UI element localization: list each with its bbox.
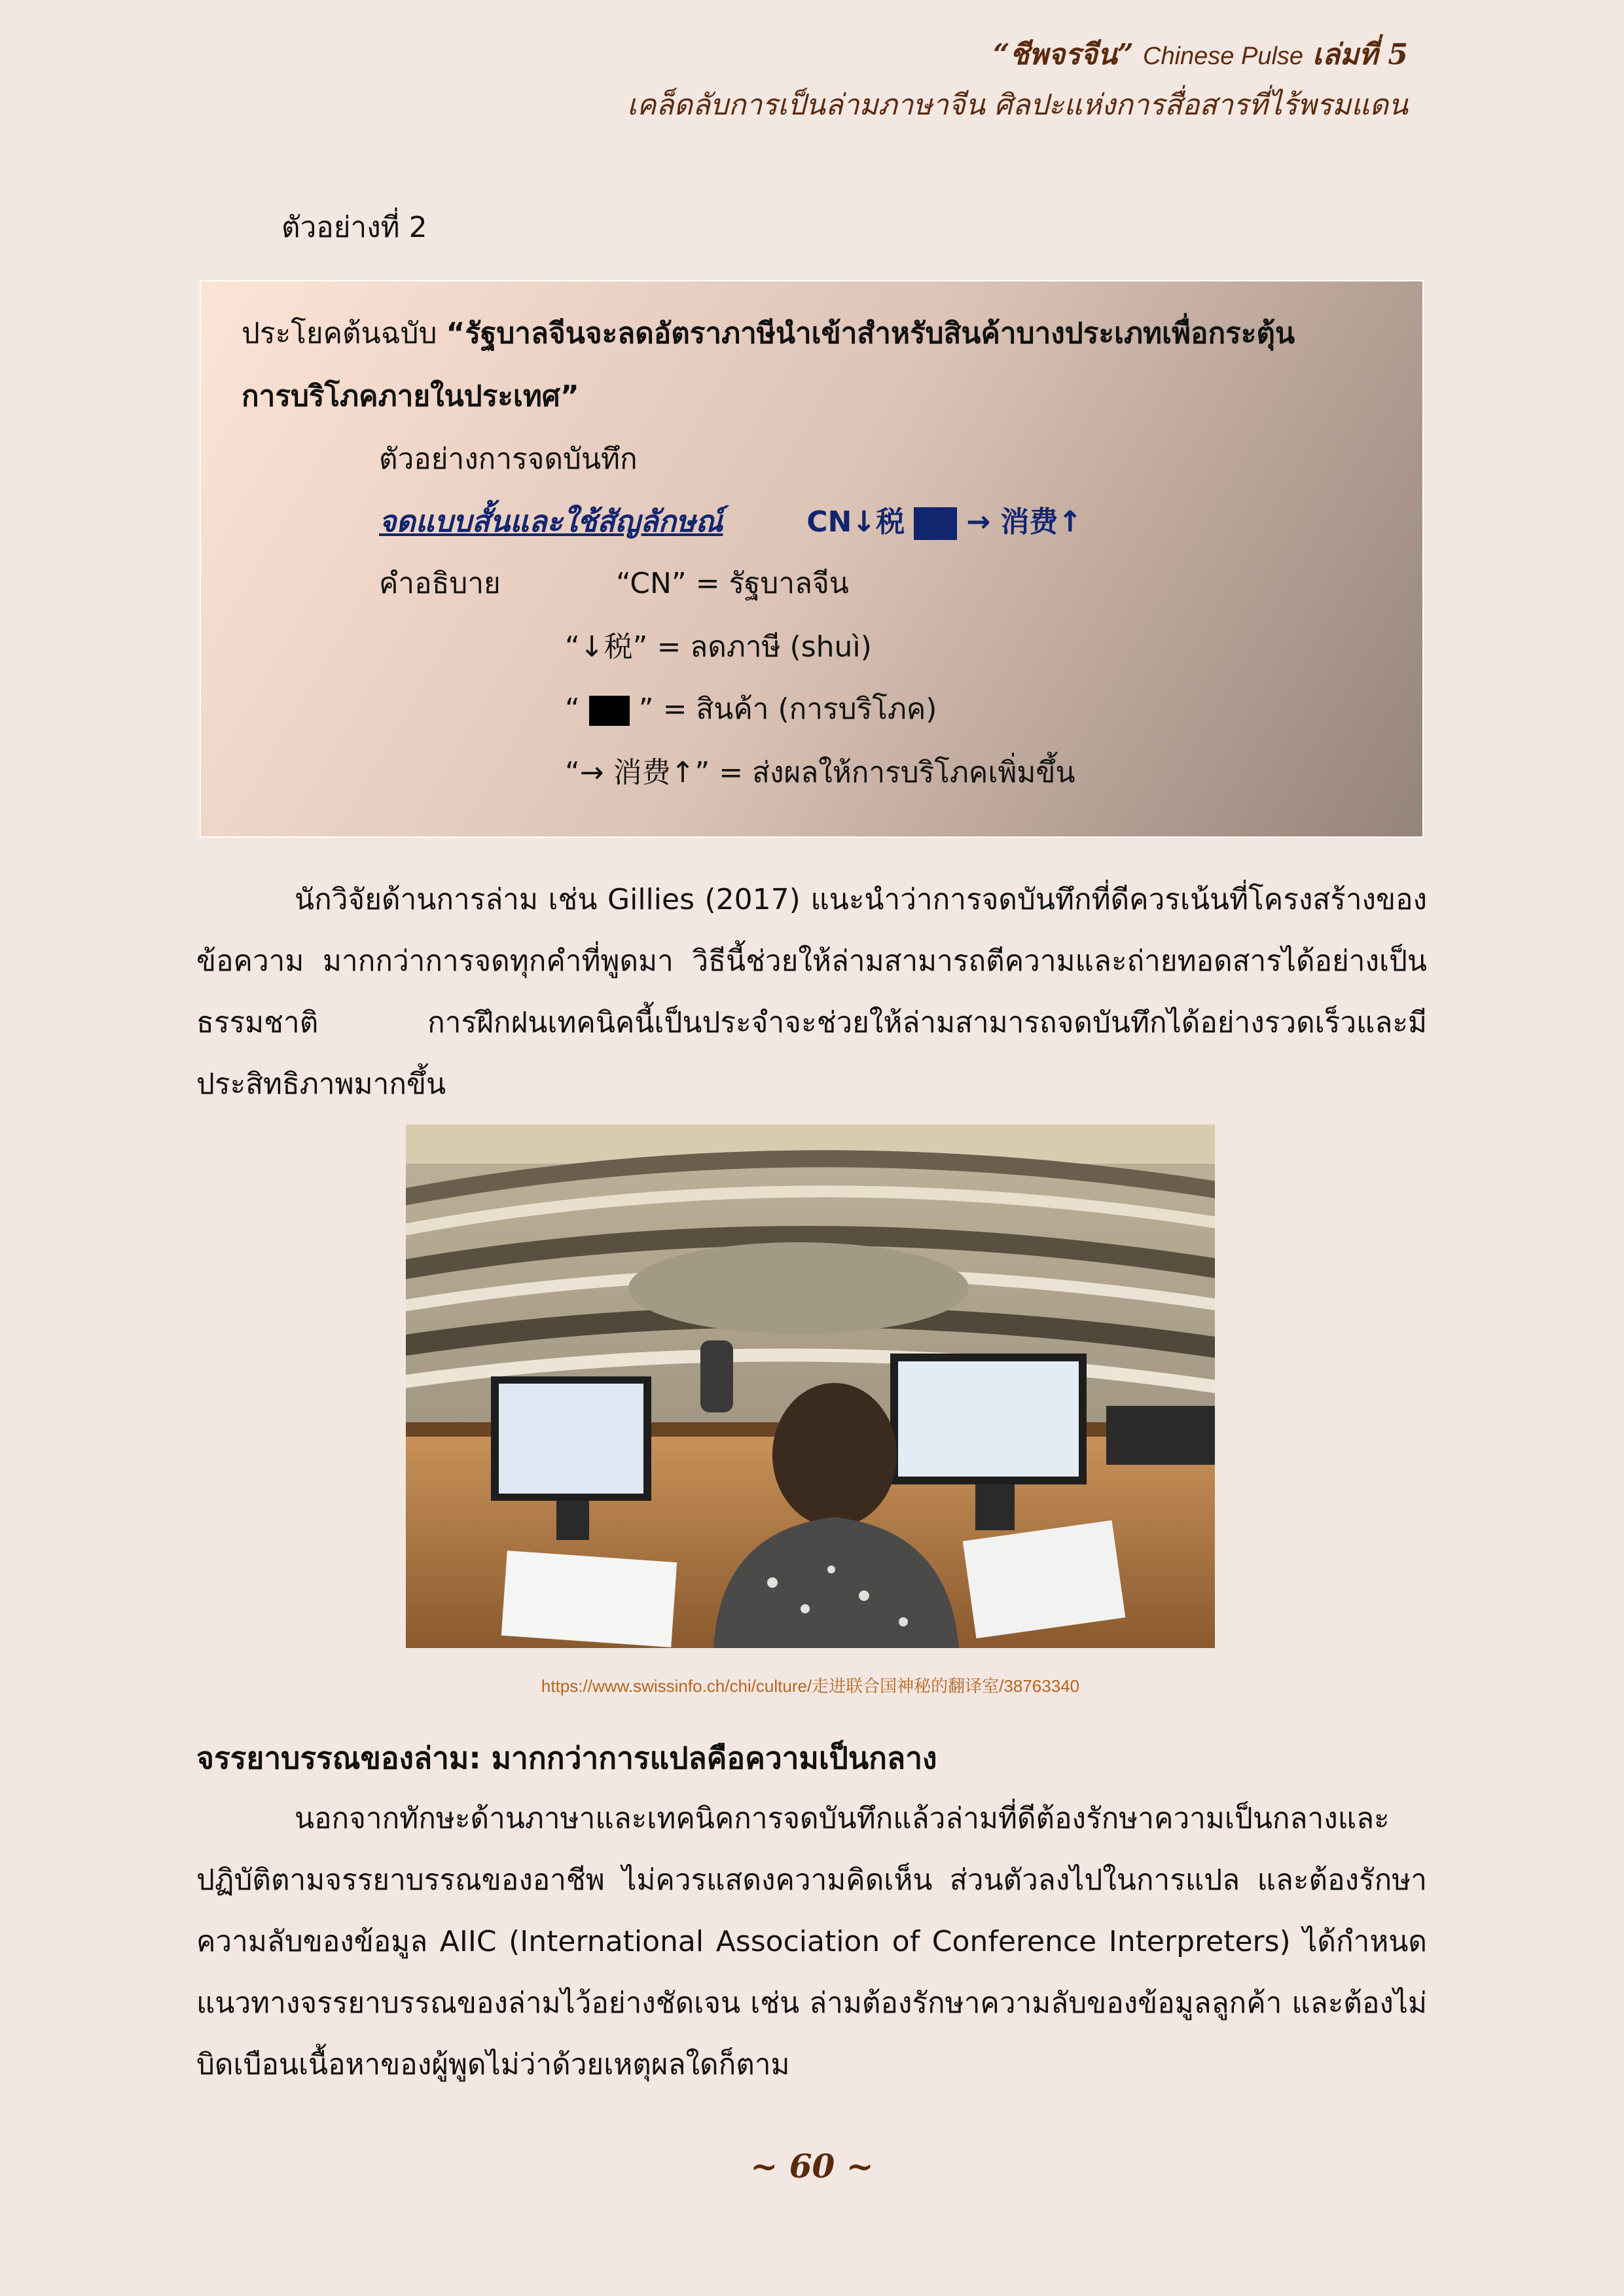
running-header-subtitle: เคล็ดลับการเป็นล่ามภาษาจีน ศิลปะแห่งการสื่อสารที่ไร้พรมแดน: [626, 88, 1408, 122]
note-example-row: [379, 497, 1082, 545]
running-header-title: [993, 31, 1408, 77]
section-heading: จรรยาบรรณของล่าม: มากกว่าการแปลคือความเป็นกลาง: [196, 1740, 937, 1776]
example-label: ตัวอย่างที่ 2: [281, 211, 427, 244]
note-example-title: ตัวอย่างการจดบันทึก: [379, 442, 638, 476]
volume-label: เล่มที่ 5: [1312, 38, 1408, 71]
note-method-label: จดแบบสั้นและใช้สัญลักษณ์: [379, 504, 723, 539]
explain-label: คำอธิบาย: [379, 567, 501, 600]
explain-item-consumption: “→ 消费↑” = ส่งผลให้การบริโภคเพิ่มขึ้น: [565, 756, 1075, 789]
explain-goods-text: ” = สินค้า (การบริโภค): [638, 692, 937, 726]
explain-item-tax: “↓税” = ลดภาษี (shuì): [565, 630, 872, 664]
quote-open: “: [565, 692, 580, 726]
image-caption-url: https://www.swissinfo.ch/chi/culture/走进联合国神秘的翻译室/38763340: [541, 1676, 1080, 1696]
source-sentence-text: “รัฐบาลจีนจะลดอัตราภาษีนำเข้าสำหรับสินค้าบางประเภทเพื่อกระตุ้น: [446, 317, 1295, 350]
source-sentence-line2: การบริโภคภายในประเทศ”: [242, 380, 579, 413]
goods-black-square-symbol: [589, 696, 630, 726]
source-sentence-line1: [242, 310, 1295, 356]
page-number: ~ 60 ~: [750, 2147, 874, 2185]
interpreter-booth-photo: [406, 1124, 1215, 1648]
note-cn-tax-symbol: CN↓税: [806, 505, 905, 539]
goods-square-symbol: [914, 507, 957, 540]
source-prefix: ประโยคต้นฉบับ: [242, 317, 437, 350]
note-consumption-symbol: → 消费↑: [966, 505, 1083, 539]
explain-item-cn: “CN” = รัฐบาลจีน: [616, 567, 849, 600]
series-english-title: Chinese Pulse: [1143, 43, 1304, 70]
explain-item-goods: [565, 686, 937, 732]
paragraph-note-taking: นักวิจัยด้านการล่าม เช่น Gillies (2017) แนะนำว่าการจดบันทึกที่ดีควรเน้นที่โครงสร้างของข้อความ มากกว่าการจดทุกคำที่พูดมา วิธีนี้ช่วยให้ล่ามสามารถตีความและถ่ายทอดสารได้อย่างเป็นธรรมชาติ การฝึกฝนเทคนิคนี้เป็นประจำจะช่วยให้ล่ามสามารถจดบันทึกได้อย่างรวดเร็วและมีประสิทธิภาพมากขึ้น: [196, 883, 1427, 1101]
example-box: [200, 280, 1424, 838]
series-thai-title: “ชีพจรจีน”: [993, 38, 1134, 71]
paragraph-ethics: นอกจากทักษะด้านภาษาและเทคนิคการจดบันทึกแล้วล่ามที่ดีต้องรักษาความเป็นกลางและปฏิบัติตามจรรยาบรรณของอาชีพ ไม่ควรแสดงความคิดเห็น ส่วนตัวลงไปในการแปล และต้องรักษาความลับของข้อมูล AIIC (International Association of Conference Interpreters) ได้กำหนดแนวทางจรรยาบรรณของล่ามไว้อย่างชัดเจน เช่น ล่ามต้องรักษาความลับของข้อมูลลูกค้า และต้องไม่บิดเบือนเนื้อหาของผู้พูดไม่ว่าด้วยเหตุผลใดก็ตาม: [196, 1802, 1427, 2081]
